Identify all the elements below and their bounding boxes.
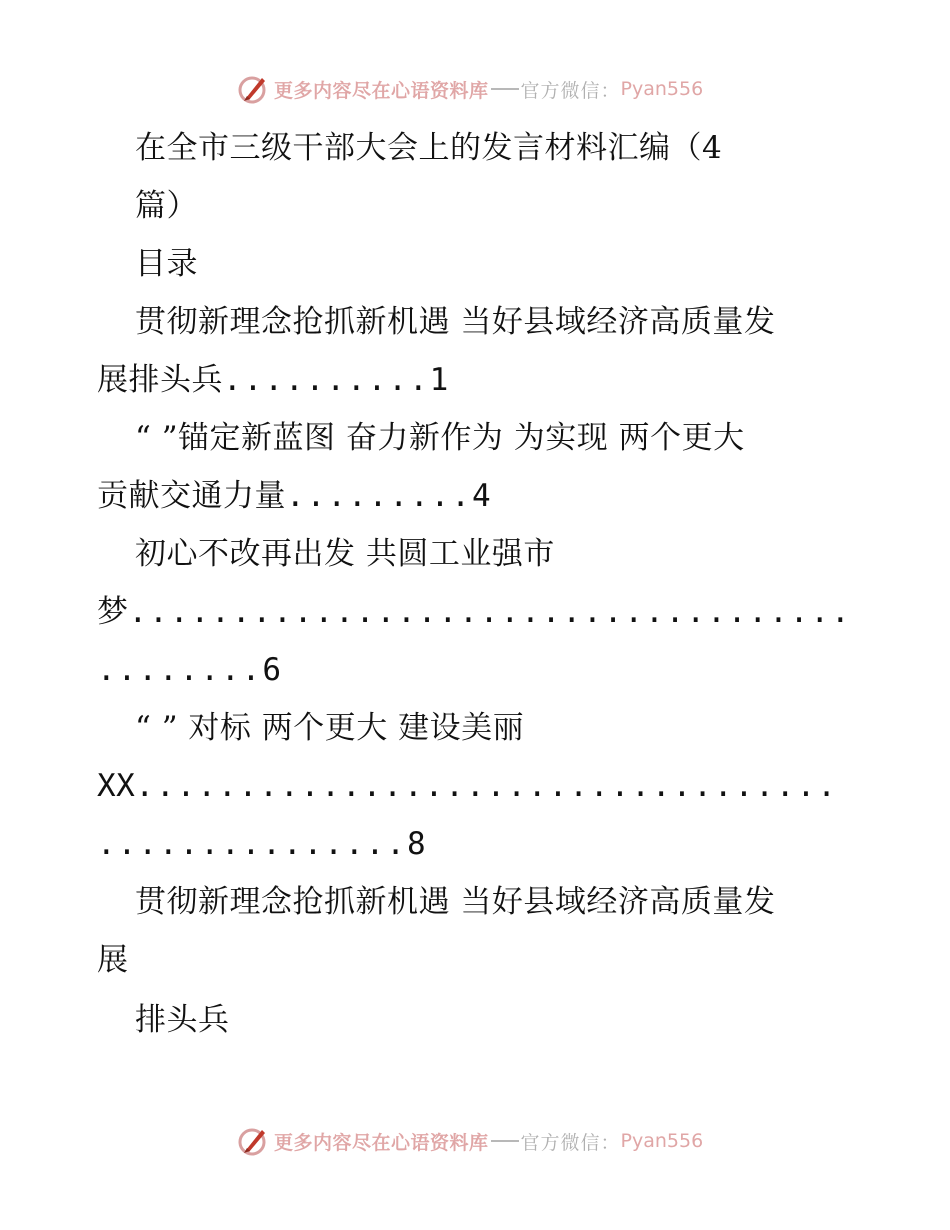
toc-heading: 目录 [135, 246, 198, 282]
toc-entry-4-leader-cont: ............... [97, 826, 407, 862]
quill-logo-icon [236, 72, 270, 106]
section-heading-line3: 排头兵 [135, 1002, 230, 1038]
toc-entry-3-line3[interactable] [97, 650, 281, 690]
toc-entry-2-page: 4 [471, 478, 492, 514]
toc-entry-3-leader-cont: ........ [97, 652, 263, 688]
header-watermark [236, 72, 703, 106]
toc-entry-1-text: 展排头兵 [97, 362, 223, 398]
toc-entry-2-line2[interactable] [97, 476, 491, 516]
toc-entry-2-line1[interactable]: “ ”锚定新蓝图 奋力新作为 为实现 两个更大 [135, 420, 745, 456]
document-title-line1: 在全市三级干部大会上的发言材料汇编（4 [135, 130, 723, 166]
toc-entry-3-line2[interactable] [97, 592, 852, 632]
toc-entry-4-leader: .................................. [135, 768, 838, 804]
watermark-official: 官方微信： [520, 1131, 621, 1154]
watermark-official: 官方微信： [520, 79, 621, 102]
watermark-dash [491, 1140, 519, 1142]
toc-entry-3-leader: ................................... [128, 594, 852, 630]
toc-entry-2-leader: ......... [286, 478, 472, 514]
document-title-line2: 篇） [135, 188, 198, 224]
toc-entry-4-line2[interactable] [97, 766, 838, 806]
quill-logo-icon [236, 1124, 270, 1158]
watermark-id: Pyan556 [620, 1130, 704, 1152]
section-heading-line2: 展 [97, 942, 129, 978]
toc-entry-4-line3[interactable] [97, 824, 426, 864]
toc-entry-1-page: 1 [429, 362, 449, 398]
footer-watermark [236, 1124, 703, 1158]
watermark-brand: 更多内容尽在心语资料库 [274, 79, 489, 102]
toc-entry-3-page: 6 [262, 652, 282, 688]
watermark-dash [491, 88, 519, 90]
section-heading-line1: 贯彻新理念抢抓新机遇 当好县域经济高质量发 [135, 884, 776, 920]
toc-entry-4-page: 8 [406, 826, 427, 862]
toc-entry-3-text: 梦 [97, 594, 129, 630]
toc-entry-1-line1[interactable]: 贯彻新理念抢抓新机遇 当好县域经济高质量发 [135, 304, 776, 340]
toc-entry-3-line1[interactable]: 初心不改再出发 共圆工业强市 [135, 536, 555, 572]
toc-entry-4-line1[interactable]: “ ” 对标 两个更大 建设美丽 [135, 710, 525, 746]
toc-entry-2-text: 贡献交通力量 [97, 478, 286, 514]
toc-entry-1-leader: .......... [223, 362, 430, 398]
watermark-id: Pyan556 [620, 78, 704, 100]
watermark-brand: 更多内容尽在心语资料库 [274, 1131, 489, 1154]
toc-entry-1-line2[interactable] [97, 360, 449, 400]
toc-entry-4-text: XX [97, 768, 136, 804]
